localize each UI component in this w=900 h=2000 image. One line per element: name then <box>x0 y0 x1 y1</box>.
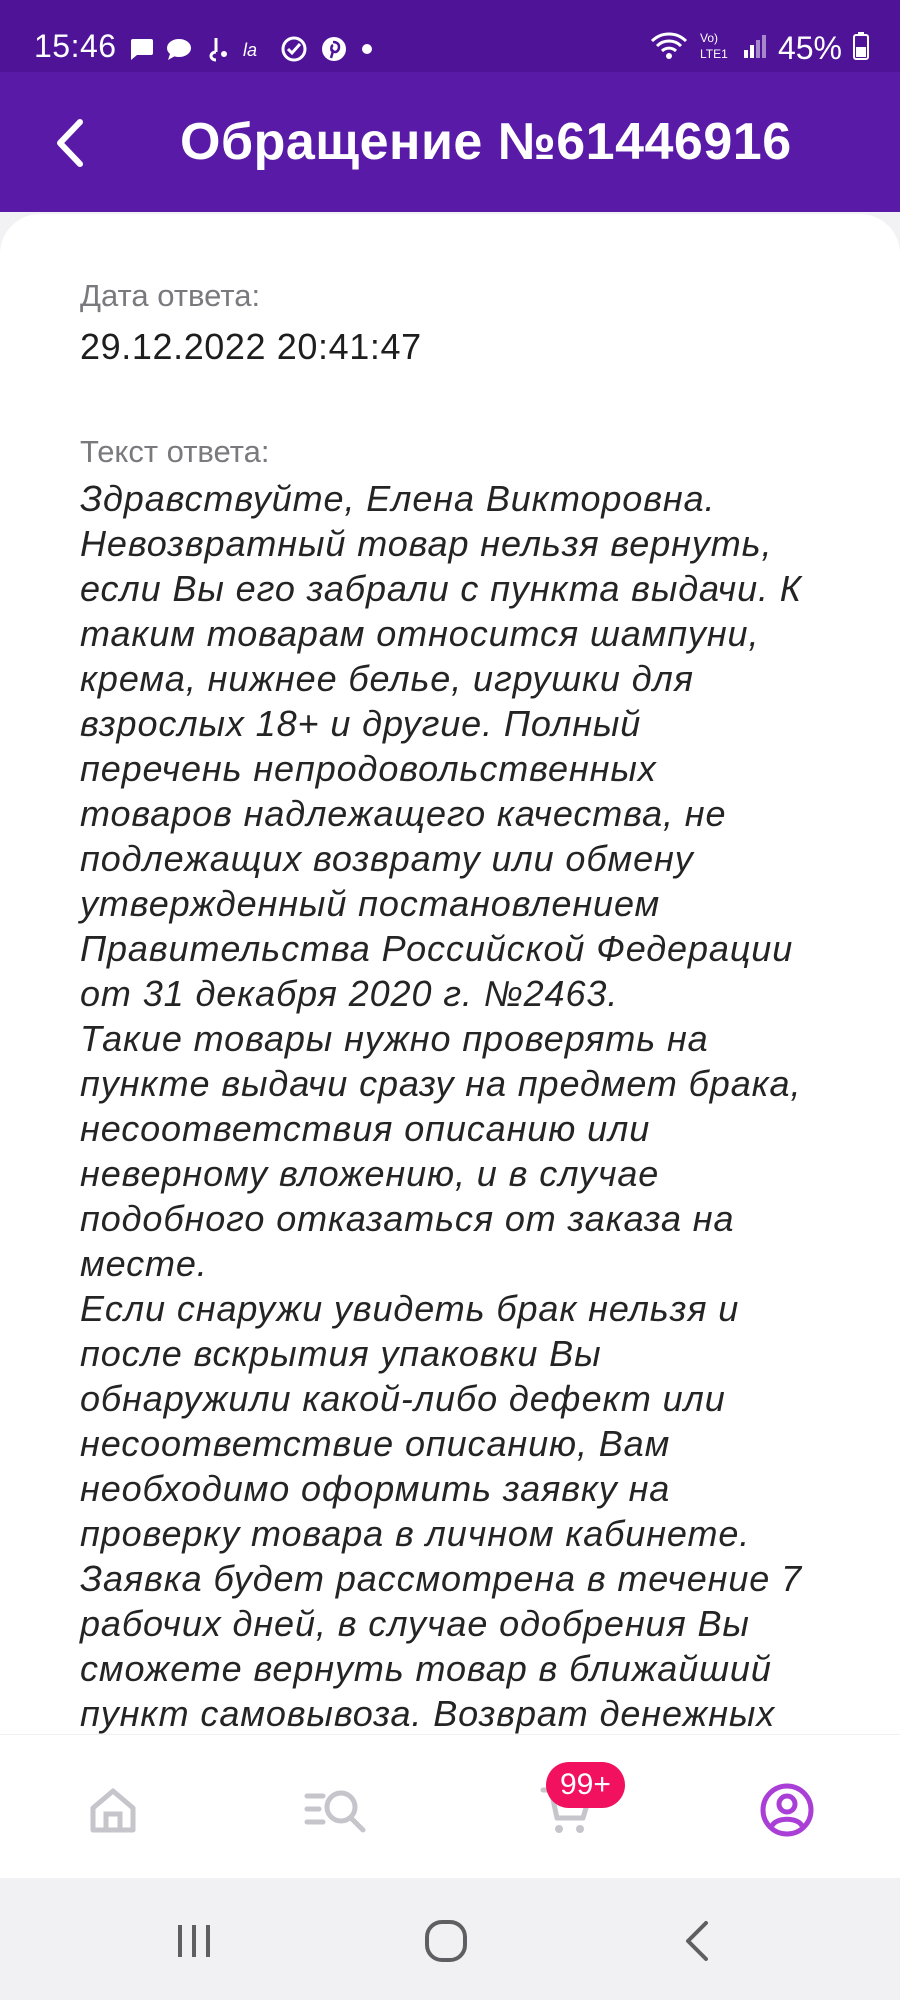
date-value: 29.12.2022 20:41:47 <box>80 326 422 367</box>
answer-line: проверку товара в личном кабинете. <box>80 1513 751 1554</box>
notification-icons <box>128 35 374 63</box>
home-icon <box>85 1782 141 1838</box>
answer-text <box>80 476 870 1734</box>
profile-icon <box>757 1780 817 1840</box>
recent-apps-icon <box>172 1921 216 1961</box>
answer-line: рабочих дней, в случае одобрения Вы <box>80 1603 750 1644</box>
nav-catalog[interactable] <box>292 1765 382 1855</box>
page-title: Обращение №61446916 <box>180 113 792 171</box>
system-status-icons <box>650 30 870 67</box>
system-nav-bar <box>0 1878 900 2000</box>
answer-line: Заявка будет рассмотрена в течение 7 <box>80 1558 803 1599</box>
message-icon <box>128 37 154 61</box>
answer-line: Если снаружи увидеть брак нельзя и <box>80 1288 740 1329</box>
nav-home[interactable] <box>68 1765 158 1855</box>
answer-line: месте. <box>80 1243 208 1284</box>
answer-line: после вскрытия упаковки Вы <box>80 1333 602 1374</box>
answer-line: несоответствия описанию или <box>80 1108 651 1149</box>
ticket-card <box>0 214 900 1734</box>
answer-line: пункте выдачи сразу на предмет брака, <box>80 1063 802 1104</box>
svg-text:Vo): Vo) <box>699 31 718 45</box>
back-arrow-icon <box>50 116 90 170</box>
svg-text:la: la <box>243 40 258 60</box>
answer-line: таким товарам относится шампуни, <box>80 613 760 654</box>
wifi-icon <box>650 31 688 66</box>
answer-line: от 31 декабря 2020 г. №2463. <box>80 973 619 1014</box>
network-label: LTE1 <box>699 47 728 61</box>
battery-percent: 45% <box>777 30 842 66</box>
answer-line: неверному вложению, и в случае <box>80 1153 660 1194</box>
answer-line: если Вы его забрали с пункта выдачи. К <box>80 568 802 609</box>
answer-line: взрослых 18+ и другие. Полный <box>80 703 642 744</box>
answer-line: Правительства Российской Федерации <box>80 928 794 969</box>
bottom-nav <box>0 1734 900 1879</box>
answer-line: Здравствуйте, Елена Викторовна. <box>80 478 716 519</box>
home-button-icon <box>422 1917 470 1965</box>
back-nav-icon <box>680 1919 716 1963</box>
cart-badge: 99+ <box>546 1762 625 1808</box>
status-bar <box>0 0 900 72</box>
back-button[interactable] <box>40 108 100 178</box>
status-time: 15:46 <box>34 28 117 64</box>
catalog-search-icon <box>303 1782 371 1838</box>
answer-line: утвержденный постановлением <box>80 883 661 924</box>
recent-apps-button[interactable] <box>154 1906 234 1976</box>
answer-line: пункт самовывоза. Возврат денежных <box>80 1693 776 1734</box>
signal-icon <box>742 32 768 65</box>
answer-line: Такие товары нужно проверять на <box>80 1018 709 1059</box>
chat-icon <box>166 37 192 61</box>
pinterest-icon <box>320 35 348 63</box>
system-home-button[interactable] <box>406 1906 486 1976</box>
answer-line: обнаружили какой-либо дефект или <box>80 1378 726 1419</box>
text-label: Текст ответа: <box>80 434 270 469</box>
battery-icon <box>852 31 870 66</box>
answer-line: перечень непродовольственных <box>80 748 657 789</box>
wildberries-icon <box>204 36 230 62</box>
answer-line: подобного отказаться от заказа на <box>80 1198 735 1239</box>
answer-line: несоответствие описанию, Вам <box>80 1423 671 1464</box>
nav-profile[interactable] <box>742 1765 832 1855</box>
date-label: Дата ответа: <box>80 278 261 313</box>
answer-line: необходимо оформить заявку на <box>80 1468 671 1509</box>
la-icon <box>242 37 268 61</box>
answer-line: подлежащих возврату или обмену <box>80 838 694 879</box>
volte-icon <box>698 30 732 67</box>
system-back-button[interactable] <box>658 1906 738 1976</box>
app-header <box>0 72 900 212</box>
check-circle-icon <box>280 35 308 63</box>
answer-line: крема, нижнее белье, игрушки для <box>80 658 694 699</box>
dot-icon <box>360 42 374 56</box>
answer-line: товаров надлежащего качества, не <box>80 793 727 834</box>
answer-line: Невозвратный товар нельзя вернуть, <box>80 523 773 564</box>
answer-line: сможете вернуть товар в ближайший <box>80 1648 772 1689</box>
